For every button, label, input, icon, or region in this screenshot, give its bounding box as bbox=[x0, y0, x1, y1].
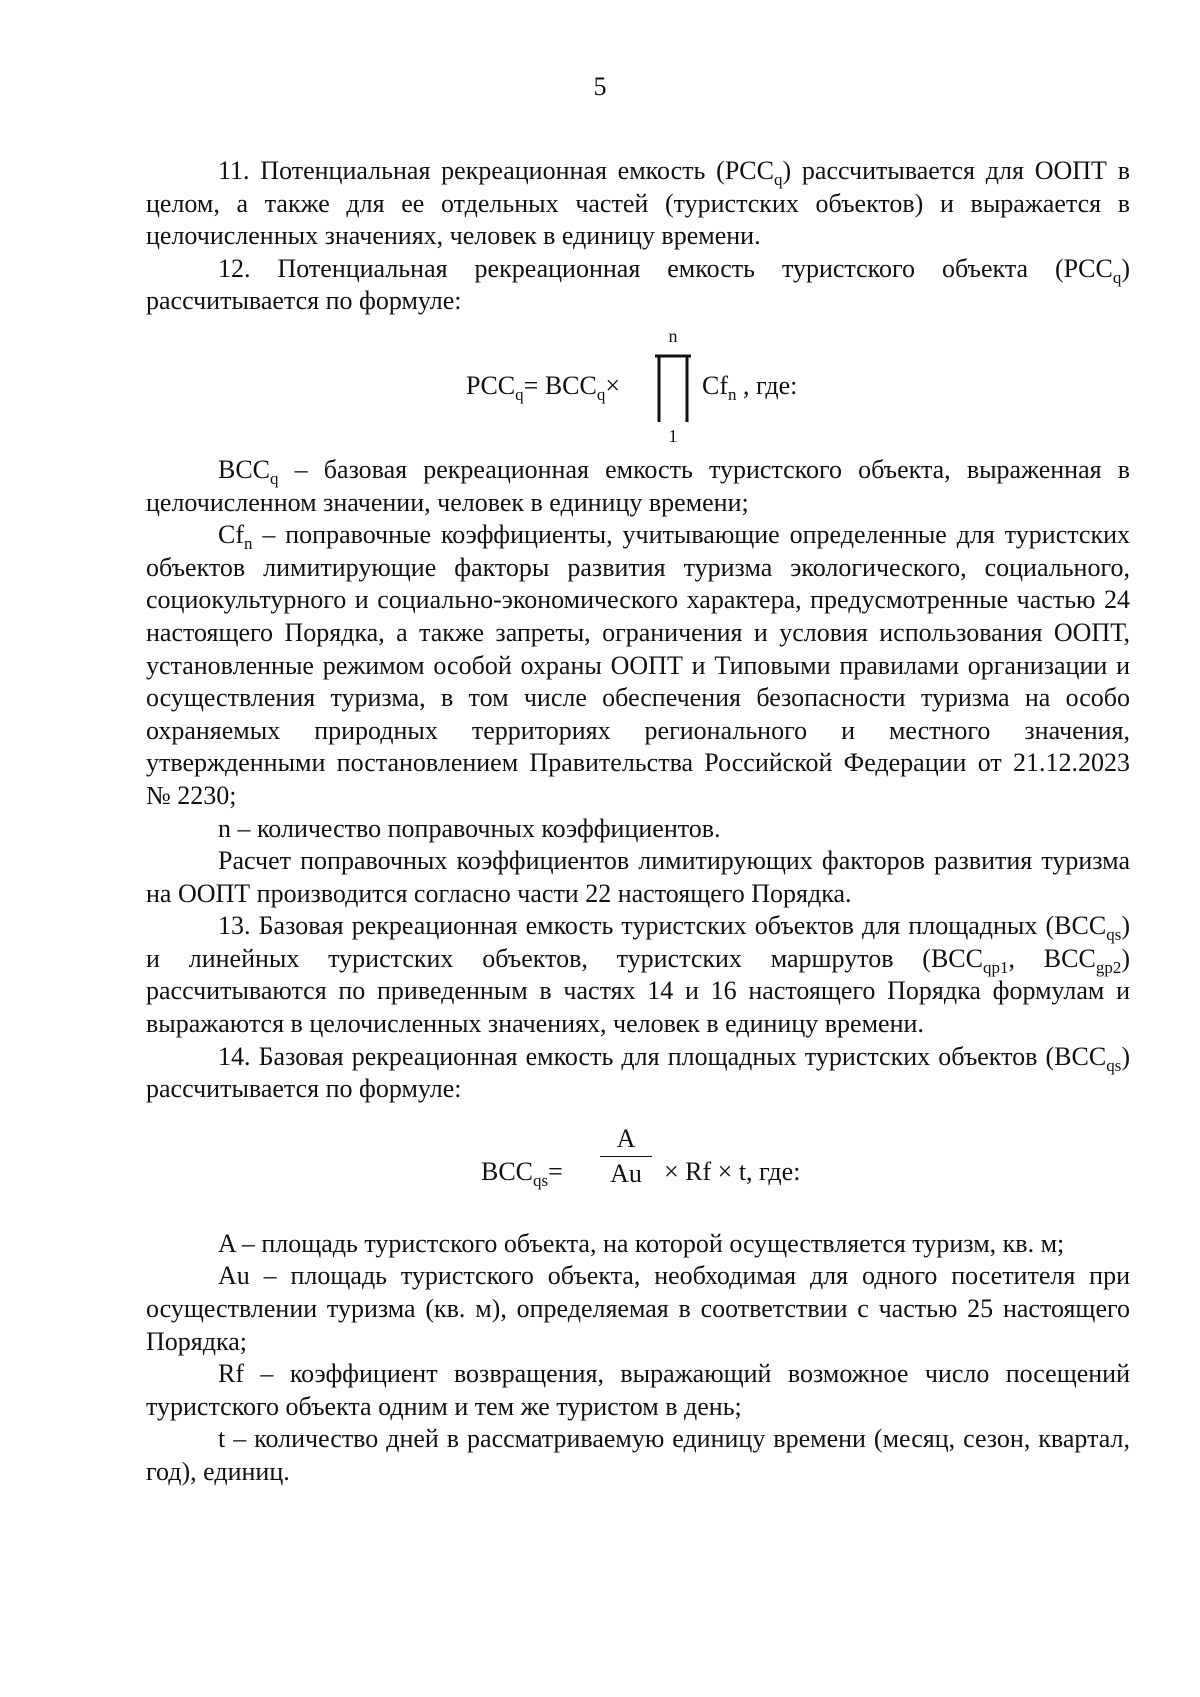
paragraph-12: 12. Потенциальная рекреационная емкость туристского объекта $(PCC_q)$ рассчитывается по формуле: bbox=[146, 253, 1130, 316]
formula-pcc bbox=[146, 318, 1130, 454]
paragraph-11: 11. Потенциальная рекреационная емкость $(PCC_q)$ рассчитывается для ООПТ в целом, а также для ее отдельных частей (туристских объектов) и выражается в целочисленных значениях, человек в единицу времени. bbox=[146, 156, 1130, 251]
definition-n: n – количество поправочных коэффициентов. bbox=[218, 813, 721, 843]
definition-bcc: $BCC_q$ – базовая рекреационная емкость туристского объекта, выраженная в целочисленном значении, человек в единицу времени; bbox=[146, 454, 1130, 517]
formula-pcc-lhs: $PCC_q= BCC_q\times$ bbox=[466, 370, 621, 404]
fraction bbox=[596, 1122, 656, 1191]
paragraph-calculation: Расчет поправочных коэффициентов лимитирующих факторов развития туризма на ООПТ производится согласно части 22 настоящего Порядка. bbox=[146, 846, 1130, 908]
definition-t: t – количество дней в рассматриваемую единицу времени (месяц, сезон, квартал, год), единиц. bbox=[146, 1424, 1130, 1486]
paragraph-14: 14. Базовая рекреационная емкость для площадных туристских объектов $(BCC_{qs})$ рассчитывается по формуле: bbox=[146, 1041, 1130, 1104]
product-operator bbox=[646, 326, 700, 446]
product-upper-limit: n bbox=[668, 325, 678, 346]
product-lower-limit: 1 bbox=[668, 425, 678, 446]
definition-rf: Rf – коэффициент возвращения, выражающий возможное число посещений туристского объекта одним и тем же туристом в день; bbox=[146, 1359, 1130, 1421]
definition-cf: $Cf_n$ – поправочные коэффициенты, учитывающие определенные для туристских объектов лимитирующие факторы развития туризма экологического, социального, социокультурного и социально-экономического характера, предусмотренные частью 24 настоящего Порядка, а также запреты, ограничения и условия использования ООПТ, установленные режимом особой охраны ООПТ и Типовыми правилами организации и осуществления туризма, в том числе обеспечения безопасности туризма на особо охраняемых природных территориях регионального и местного значения, утвержденными постановлением Правительства Российской Федерации от 21.12.2023 № 2230; bbox=[146, 520, 1130, 810]
definition-au: Au – площадь туристского объекта, необходимая для одного посетителя при осуществлении туризма (кв. м), определяемая в соответствии с частью 25 настоящего Порядка; bbox=[146, 1261, 1130, 1356]
paragraph-13: 13. Базовая рекреационная емкость туристских объектов для площадных $(BCC_{qs})$ и линейных туристских объектов, туристских маршрутов ($BCC_{qp1}$, $BCC_{gp2}$) рассчитываются по приведенным в частях 14 и 16 настоящего Порядка формулам и выражаются в целочисленных значениях, человек в единицу времени. bbox=[146, 911, 1131, 1039]
document-body bbox=[146, 155, 1130, 1489]
formula-bccqs bbox=[146, 1106, 1130, 1228]
fraction-numerator: A bbox=[616, 1123, 636, 1153]
formula-bccqs-lhs: $BCC_{qs}=$ bbox=[481, 1156, 563, 1190]
formula-pcc-rhs: $Cf_n$ , где: bbox=[702, 370, 798, 404]
fraction-denominator: Au bbox=[610, 1158, 642, 1188]
product-symbol bbox=[654, 354, 692, 422]
formula-bccqs-rhs: × Rf × t, где: bbox=[664, 1156, 801, 1186]
page-number: 5 bbox=[593, 72, 607, 101]
definition-a: A – площадь туристского объекта, на которой осуществляется туризм, кв. м; bbox=[218, 1228, 1065, 1258]
